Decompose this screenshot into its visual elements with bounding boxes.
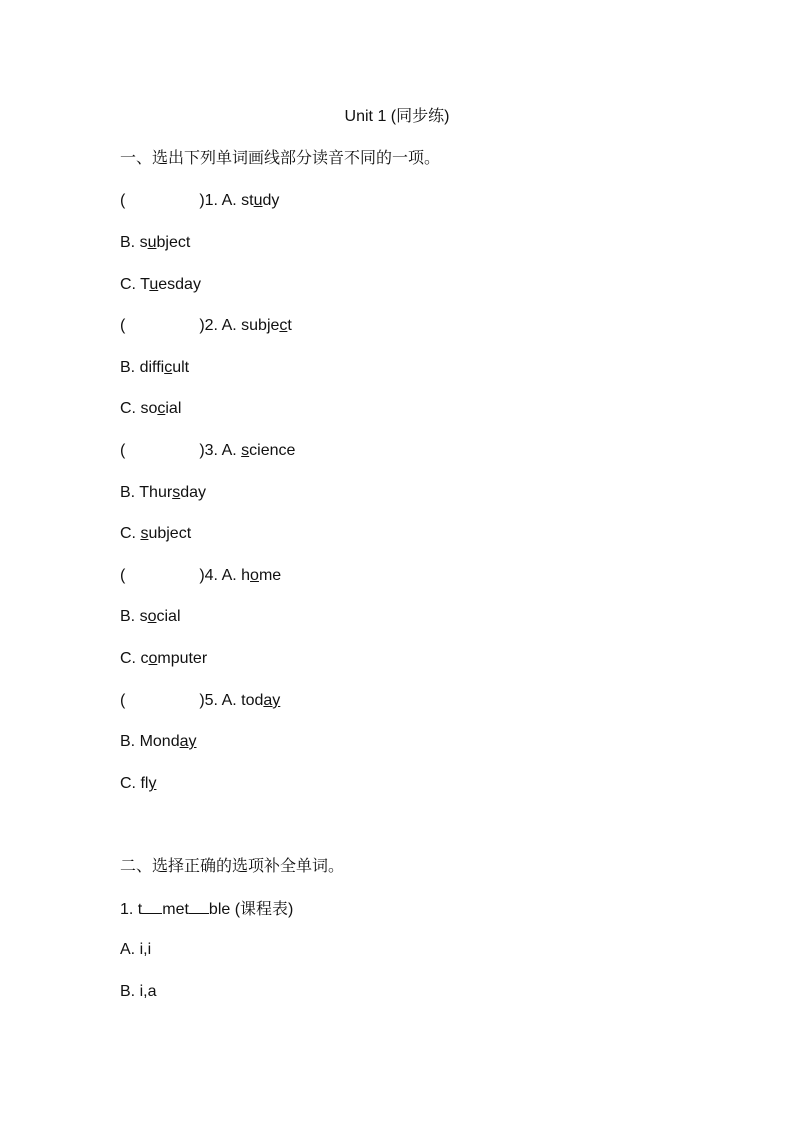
- question-number: 1.: [204, 192, 218, 209]
- underlined-letters: o: [147, 608, 157, 625]
- underlined-letters: s: [172, 484, 181, 501]
- page-title: Unit 1 (同步练): [344, 108, 450, 125]
- question-3-option-c: C. subject: [120, 525, 192, 542]
- underlined-letters: s: [241, 442, 250, 459]
- question-5-option-b: B. Monday: [120, 733, 197, 750]
- underlined-letters: u: [149, 276, 159, 293]
- section-2-option-a: A. i,i: [120, 941, 152, 958]
- underlined-letters: ay: [179, 733, 197, 750]
- option-label: A.: [221, 192, 237, 209]
- word-blank[interactable]: [189, 899, 209, 914]
- underlined-letters: u: [147, 234, 157, 251]
- question-3-option-b: B. Thursday: [120, 484, 206, 501]
- underlined-letters: y: [148, 775, 157, 792]
- underlined-letters: u: [253, 192, 263, 209]
- answer-paren-close: ): [199, 192, 205, 209]
- question-2-option-c: C. social: [120, 400, 182, 417]
- question-5-line: ( )5. A. today: [120, 692, 281, 709]
- underlined-letters: c: [279, 317, 288, 334]
- question-2-option-b: B. difficult: [120, 359, 190, 376]
- underlined-letters: c: [164, 359, 173, 376]
- underlined-letters: o: [148, 650, 158, 667]
- section-2-question-1: 1. t met ble (课程表): [120, 901, 294, 918]
- underlined-letters: ay: [263, 692, 281, 709]
- question-4-option-c: C. computer: [120, 650, 208, 667]
- question-3-line: ( )3. A. science: [120, 442, 296, 459]
- question-1-option-b: B. subject: [120, 234, 191, 251]
- question-2-line: ( )2. A. subject: [120, 317, 292, 334]
- answer-paren-open: (: [120, 192, 126, 209]
- question-1-line: [120, 191, 279, 211]
- section-2-heading: 二、选择正确的选项补全单词。: [120, 858, 345, 875]
- underlined-letters: c: [157, 400, 166, 417]
- word-blank[interactable]: [142, 899, 162, 914]
- option-word: study: [241, 192, 280, 209]
- underlined-letters: s: [140, 525, 149, 542]
- question-1-option-c: C. Tuesday: [120, 276, 201, 293]
- question-4-line: ( )4. A. home: [120, 567, 282, 584]
- section-2-option-b: B. i,a: [120, 983, 157, 1000]
- question-4-option-b: B. social: [120, 608, 181, 625]
- question-5-option-c: C. fly: [120, 775, 157, 792]
- section-1-heading: 一、选出下列单词画线部分读音不同的一项。: [120, 150, 441, 167]
- underlined-letters: o: [250, 567, 259, 584]
